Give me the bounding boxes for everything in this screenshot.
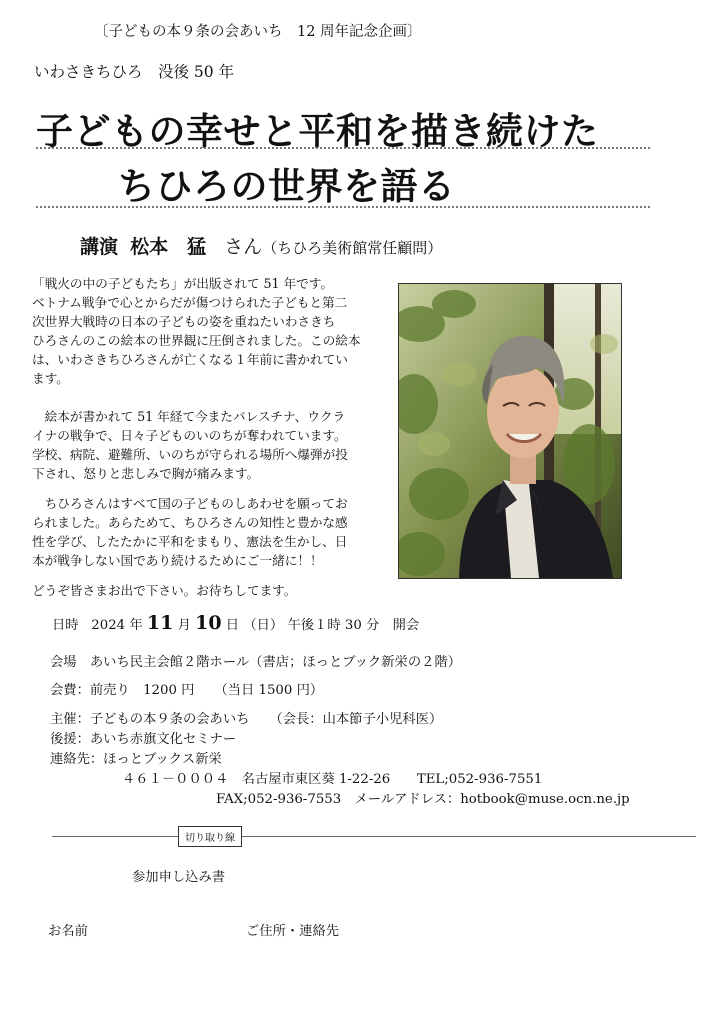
form-title: 参加申し込み書	[132, 870, 226, 885]
date-time: 午後１時 30 分 開会	[287, 618, 420, 633]
form-name-label: お名前	[48, 924, 88, 939]
body-line: 性を学び、したたかに平和をまもり、憲法を生かし、日	[32, 534, 348, 549]
cut-line	[52, 836, 696, 837]
title-underline-2	[36, 206, 650, 208]
body-line: は、いわさきちひろさんが亡くなる１年前に書かれてい	[32, 352, 348, 367]
event-date-line	[52, 612, 419, 634]
event-fee: 会費：前売り 1200 円 （当日 1500 円）	[50, 683, 324, 698]
pre-title: 〔子どもの本９条の会あいち 12 周年記念企画〕	[94, 24, 422, 40]
body-line: ちひろさんはすべて国の子どものしあわせを願ってお	[32, 496, 348, 511]
speaker-label: 講演	[80, 236, 119, 258]
body-line: 学校、病院、避難所、いのちが守られる場所へ爆弾が投	[32, 447, 348, 462]
event-organizer: 主催：子どもの本９条の会あいち （会長：山本節子小児科医）	[50, 712, 443, 727]
body-line: 「戦火の中の子どもたち」が出版されて 51 年です。	[32, 276, 334, 291]
main-title-line-2: ちひろの世界を語る	[118, 165, 456, 208]
event-contact: 連絡先：ほっとブックス新栄	[50, 752, 222, 767]
main-title-line-1: 子どもの幸せと平和を描き続けた	[36, 110, 599, 153]
body-line: 本が戦争しない国であり続けるためにご一緒に！！	[32, 553, 323, 568]
body-line: 次世界大戦時の日本の子どもの姿を重ねたいわさきち	[32, 314, 336, 329]
event-address: ４６１－０００４ 名古屋市東区葵 1-22-26 TEL;052-936-7551	[122, 772, 543, 787]
speaker-name: 松本 猛	[130, 236, 207, 258]
body-line: どうぞ皆さまお出で下さい。お待ちしてます。	[32, 583, 297, 598]
title-underline-1	[36, 147, 650, 149]
date-month: 11	[146, 612, 174, 634]
body-line: ます。	[32, 371, 69, 386]
body-line: られました。あらためて、ちひろさんの知性と豊かな感	[32, 515, 348, 530]
speaker-role: （ちひろ美術館常任顧問）	[262, 239, 443, 257]
date-day-unit: 日	[225, 618, 240, 633]
event-sponsor: 後援：あいち赤旗文化セミナー	[50, 732, 237, 747]
body-line: ひろさんのこの絵本の世界観に圧倒されました。この絵本	[32, 333, 361, 348]
body-line: ベトナム戦争で心とからだが傷つけられた子どもと第二	[32, 295, 348, 310]
subtitle: いわさきちひろ 没後 50 年	[34, 63, 235, 81]
speaker-honorific: さん	[224, 236, 263, 258]
speaker-line	[80, 232, 442, 259]
body-line: イナの戦争で、日々子どものいのちが奪われています。	[32, 428, 347, 443]
date-year-unit: 年	[129, 618, 143, 633]
date-month-unit: 月	[177, 618, 191, 633]
cut-label: 切り取り線	[178, 826, 242, 847]
date-year: 2024	[91, 618, 126, 633]
event-venue: 会場 あいち民主会館２階ホール（書店；ほっとブック新栄の２階）	[50, 655, 462, 670]
date-label: 日時	[52, 618, 79, 633]
date-weekday: （日）	[243, 618, 284, 633]
date-day: 10	[195, 612, 222, 634]
event-fax-mail: FAX;052-936-7553 メールアドレス：hotbook@muse.ocn.ne.jp	[216, 792, 630, 807]
body-line: 下され、怒りと悲しみで胸が痛みます。	[32, 466, 260, 481]
speaker-photo	[398, 283, 622, 579]
body-line: 絵本が書かれて 51 年経て今またパレスチナ、ウクラ	[32, 409, 346, 424]
form-address-label: ご住所・連絡先	[246, 924, 340, 939]
